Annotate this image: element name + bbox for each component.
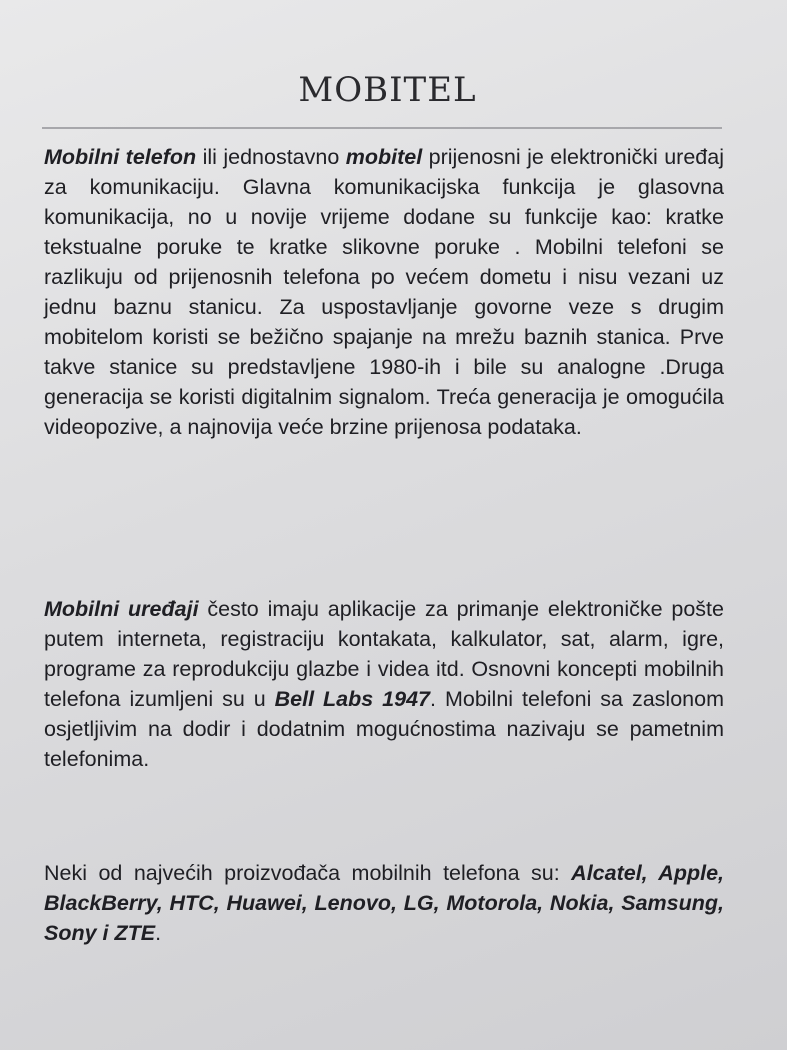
title-divider [42, 127, 722, 129]
term-mobitel: mobitel [345, 145, 423, 169]
paragraph-intro-text-2: prijenosni je elektronički uređaj za komunikaciju. Glavna komunikacijska funkcija je glasovna komunikacija, no u novije vrijeme dodane su funkcije kao: kratke tekstualne poruke te kratke slikovne poruke . Mobilni telefoni se razlikuju od prijenosnih telefona po većem dometu i nisu vezani uz jednu baznu stanicu. Za uspostavljanje govorne veze s drugim mobitelom koristi se bežično spajanje na mrežu baznih stanica. Prve takve stanice su predstavljene 1980-ih i bile su analogne .Druga generacija se koristi digitalnim signalom. Treća generacija je omogućila videopozive, a najnovija veće brzine prijenosa podataka. [44, 145, 724, 439]
manufacturer-list: Alcatel, Apple, BlackBerry, HTC, Huawei, Lenovo, LG, Motorola, Nokia, Samsung, Sony i ZTE [44, 861, 725, 945]
term-mobilni-uredaji: Mobilni uređaji [44, 597, 199, 621]
paragraph-manufacturers-text-2: . [155, 921, 162, 945]
paragraph-devices [44, 594, 724, 774]
page-title: MOBITEL [298, 70, 477, 110]
paragraph-manufacturers [44, 858, 724, 948]
term-mobilni-telefon: Mobilni telefon [44, 145, 197, 169]
paragraph-intro [44, 142, 724, 442]
paragraph-devices-text-1: često imaju aplikacije za primanje elektroničke pošte putem interneta, registraciju kontakata, kalkulator, sat, alarm, igre, programe za reprodukciju glazbe i videa itd. Osnovni koncepti mobilnih telefona izumljeni su u [44, 597, 724, 711]
paragraph-devices-text-2: . Mobilni telefoni sa zaslonom osjetljivim na dodir i dodatnim mogućnostima nazivaju se pametnim telefonima. [44, 687, 724, 771]
paragraph-manufacturers-text-1: Neki od najvećih proizvođača mobilnih telefona su: [44, 861, 572, 885]
paragraph-intro-text-1: ili jednostavno [196, 145, 346, 169]
term-bell-labs: Bell Labs 1947 [274, 687, 431, 711]
